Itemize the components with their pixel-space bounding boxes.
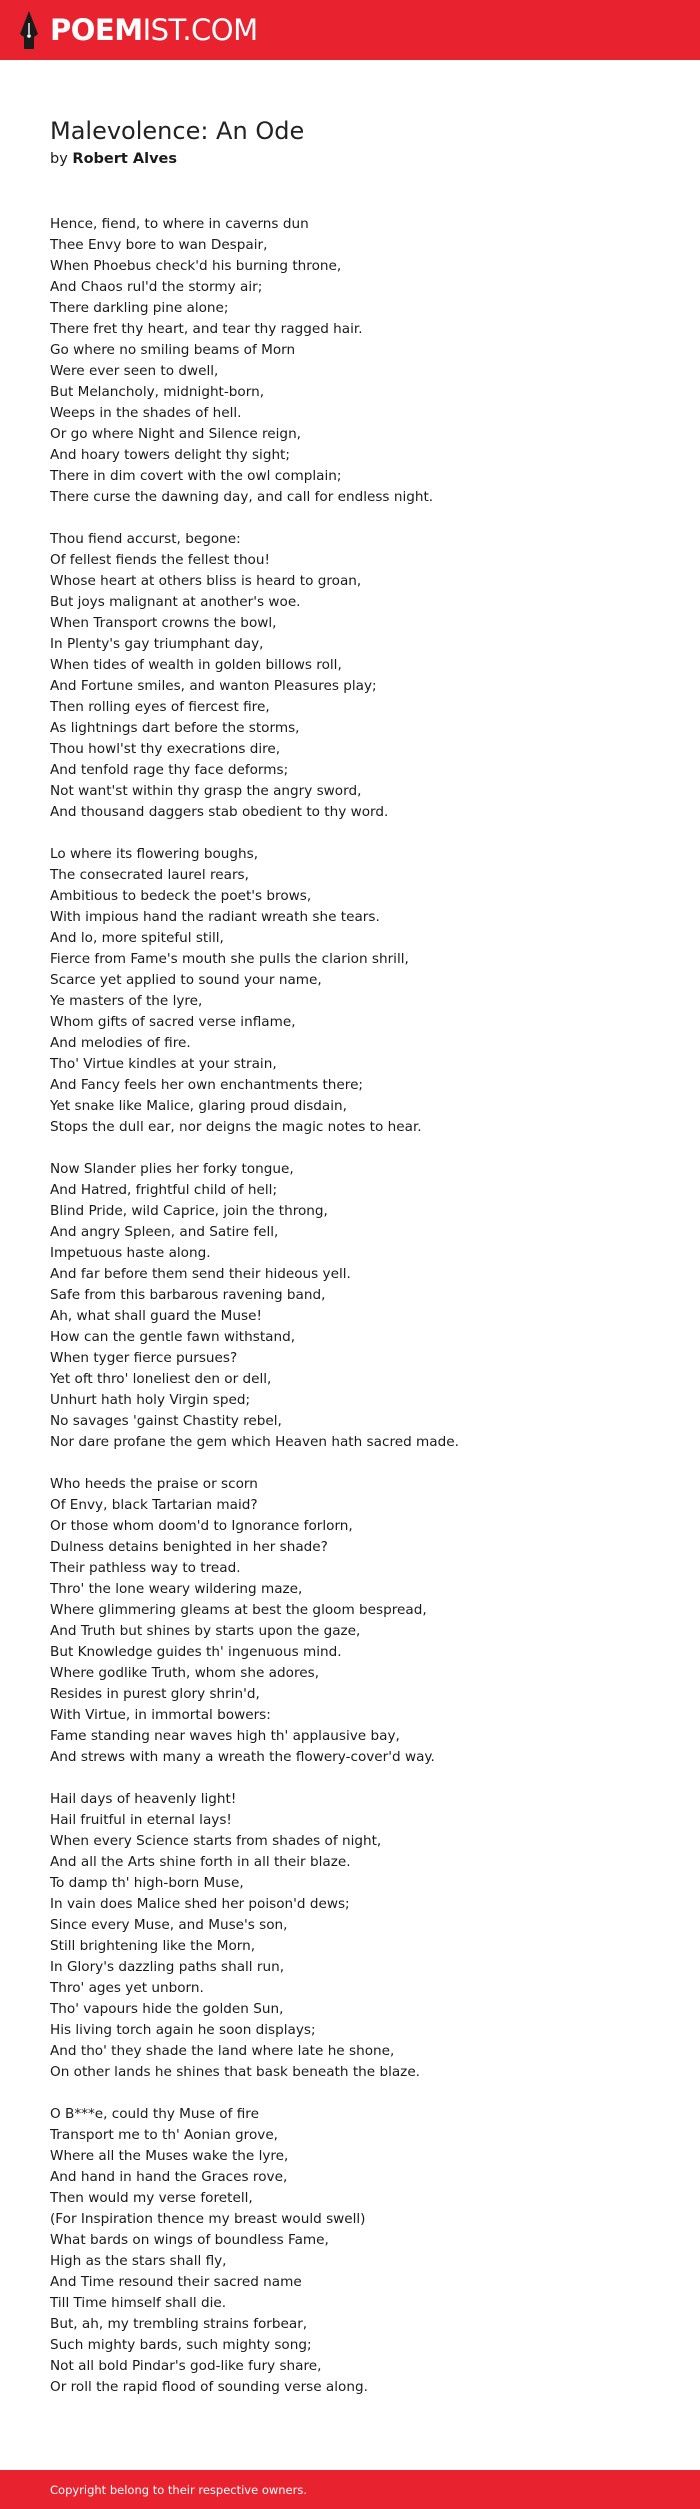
poem-line: There darkling pine alone;	[50, 300, 229, 316]
poem-line: What bards on wings of boundless Fame,	[50, 2232, 329, 2248]
poem-line: His living torch again he soon displays;	[50, 2022, 316, 2038]
poem-line: Thro' the lone weary wildering maze,	[50, 1581, 303, 1597]
poem-line: Lo where its flowering boughs,	[50, 846, 259, 862]
poem-line: Transport me to th' Aonian grove,	[50, 2127, 279, 2143]
poem-line: Ye masters of the lyre,	[50, 993, 203, 1009]
poem-line: Thou fiend accurst, begone:	[50, 531, 241, 547]
poem-line: Impetuous haste along.	[50, 1245, 211, 1261]
poem-line: (For Inspiration thence my breast would swell)	[50, 2211, 366, 2227]
poem-line: To damp th' high-born Muse,	[50, 1875, 244, 1891]
poem-line: Ah, what shall guard the Muse!	[50, 1308, 262, 1324]
poem-stanza	[50, 1159, 650, 1453]
poem-line: Till Time himself shall die.	[50, 2295, 227, 2311]
poem-line: With Virtue, in immortal bowers:	[50, 1707, 271, 1723]
poem-line: Blind Pride, wild Caprice, join the throng,	[50, 1203, 328, 1219]
poem-line: Resides in purest glory shrin'd,	[50, 1686, 260, 1702]
poem-line: In Plenty's gay triumphant day,	[50, 636, 264, 652]
poem-line: Ambitious to bedeck the poet's brows,	[50, 888, 312, 904]
site-footer	[0, 2470, 700, 2509]
poem-line: The consecrated laurel rears,	[50, 867, 249, 883]
poem-line: Of fellest fiends the fellest thou!	[50, 552, 270, 568]
poem-line: When every Science starts from shades of night,	[50, 1833, 382, 1849]
poem-line: Tho' Virtue kindles at your strain,	[50, 1056, 277, 1072]
site-logo-text	[50, 12, 258, 47]
poem-line: Where glimmering gleams at best the gloom bespread,	[50, 1602, 427, 1618]
poem-author: Robert Alves	[72, 151, 177, 167]
poem-line: Hail days of heavenly light!	[50, 1791, 237, 1807]
poem-stanza	[50, 844, 650, 1138]
poem-line: Thro' ages yet unborn.	[50, 1980, 204, 1996]
poem-line: And tho' they shade the land where late he shone,	[50, 2043, 395, 2059]
poem-line: In Glory's dazzling paths shall run,	[50, 1959, 285, 1975]
poem-line: Weeps in the shades of hell.	[50, 405, 242, 421]
poem-title: Malevolence: An Ode	[50, 117, 305, 145]
poem-line: And Time resound their sacred name	[50, 2274, 302, 2290]
poem-line: Not all bold Pindar's god-like fury share,	[50, 2358, 322, 2374]
poem-line: No savages 'gainst Chastity rebel,	[50, 1413, 282, 1429]
poem-line: Yet snake like Malice, glaring proud disdain,	[50, 1098, 347, 1114]
poem-line: High as the stars shall fly,	[50, 2253, 227, 2269]
poem-line: Or roll the rapid flood of sounding verse along.	[50, 2379, 368, 2395]
poem-line: And thousand daggers stab obedient to thy word.	[50, 804, 389, 820]
poem-line: And far before them send their hideous yell.	[50, 1266, 351, 1282]
poem-line: There in dim covert with the owl complain;	[50, 468, 342, 484]
poem-body	[50, 214, 650, 2398]
poem-line: Thou howl'st thy execrations dire,	[50, 741, 281, 757]
site-logo-link[interactable]	[18, 10, 258, 50]
poem-line: Where godlike Truth, whom she adores,	[50, 1665, 320, 1681]
poem-line: Whose heart at others bliss is heard to groan,	[50, 573, 362, 589]
poem-stanza	[50, 1474, 650, 1768]
poem-line: Still brightening like the Morn,	[50, 1938, 256, 1954]
poem-line: And lo, more spiteful still,	[50, 930, 224, 946]
poem-line: When tides of wealth in golden billows roll,	[50, 657, 342, 673]
byline-prefix: by	[50, 151, 68, 167]
poem-line: But Knowledge guides th' ingenuous mind.	[50, 1644, 342, 1660]
poem-line: And hoary towers delight thy sight;	[50, 447, 290, 463]
poem-line: Such mighty bards, such mighty song;	[50, 2337, 312, 2353]
poem-line: When Phoebus check'd his burning throne,	[50, 258, 342, 274]
poem-line: Since every Muse, and Muse's son,	[50, 1917, 288, 1933]
poem-line: But joys malignant at another's woe.	[50, 594, 301, 610]
poem-stanza	[50, 1789, 650, 2083]
poem-line: On other lands he shines that bask beneath the blaze.	[50, 2064, 420, 2080]
poem-line: Safe from this barbarous ravening band,	[50, 1287, 326, 1303]
poem-line: Not want'st within thy grasp the angry sword,	[50, 783, 362, 799]
poem-line: And tenfold rage thy face deforms;	[50, 762, 289, 778]
copyright-text: Copyright belong to their respective owners.	[50, 2482, 308, 2497]
poem-line: Then would my verse foretell,	[50, 2190, 253, 2206]
poem-line: Nor dare profane the gem which Heaven hath sacred made.	[50, 1434, 459, 1450]
poem-line: Unhurt hath holy Virgin sped;	[50, 1392, 251, 1408]
poem-line: And Hatred, frightful child of hell;	[50, 1182, 278, 1198]
poem-line: And strews with many a wreath the flowery-cover'd way.	[50, 1749, 435, 1765]
logo-light-part: IST.COM	[142, 12, 258, 47]
poem-line: Hence, fiend, to where in caverns dun	[50, 216, 309, 232]
poem-line: And Chaos rul'd the stormy air;	[50, 279, 263, 295]
poem-line: And melodies of fire.	[50, 1035, 191, 1051]
poem-line: Thee Envy bore to wan Despair,	[50, 237, 268, 253]
poem-line: How can the gentle fawn withstand,	[50, 1329, 296, 1345]
poem-line: Fame standing near waves high th' applausive bay,	[50, 1728, 400, 1744]
poem-line: Scarce yet applied to sound your name,	[50, 972, 322, 988]
poem-line: Of Envy, black Tartarian maid?	[50, 1497, 258, 1513]
site-header	[0, 0, 700, 60]
poem-line: And Truth but shines by starts upon the gaze,	[50, 1623, 361, 1639]
poem-line: Were ever seen to dwell,	[50, 363, 219, 379]
poem-line: Their pathless way to tread.	[50, 1560, 241, 1576]
poem-line: There curse the dawning day, and call for endless night.	[50, 489, 434, 505]
poem-byline	[50, 149, 650, 169]
poem-line: Or go where Night and Silence reign,	[50, 426, 301, 442]
poem-line: And all the Arts shine forth in all their blaze.	[50, 1854, 351, 1870]
poem-line: Tho' vapours hide the golden Sun,	[50, 2001, 284, 2017]
poem-stanza	[50, 214, 650, 508]
poem-line: But, ah, my trembling strains forbear,	[50, 2316, 308, 2332]
poem-line: In vain does Malice shed her poison'd dews;	[50, 1896, 350, 1912]
poem-stanza	[50, 2104, 650, 2398]
poem-content	[0, 60, 700, 2398]
poem-line: As lightnings dart before the storms,	[50, 720, 300, 736]
poem-line: Hail fruitful in eternal lays!	[50, 1812, 232, 1828]
pen-nib-icon	[18, 10, 40, 50]
poem-line: Where all the Muses wake the lyre,	[50, 2148, 289, 2164]
poem-line: When Transport crowns the bowl,	[50, 615, 277, 631]
poem-line: When tyger fierce pursues?	[50, 1350, 238, 1366]
poem-line: Fierce from Fame's mouth she pulls the clarion shrill,	[50, 951, 409, 967]
poem-line: O B***e, could thy Muse of fire	[50, 2106, 259, 2122]
poem-line: Who heeds the praise or scorn	[50, 1476, 258, 1492]
poem-line: And angry Spleen, and Satire fell,	[50, 1224, 279, 1240]
logo-bold-part: POEM	[50, 12, 143, 47]
poem-line: And Fortune smiles, and wanton Pleasures play;	[50, 678, 377, 694]
poem-line: Stops the dull ear, nor deigns the magic notes to hear.	[50, 1119, 422, 1135]
poem-line: Yet oft thro' loneliest den or dell,	[50, 1371, 272, 1387]
poem-line: And Fancy feels her own enchantments there;	[50, 1077, 364, 1093]
poem-line: Dulness detains benighted in her shade?	[50, 1539, 328, 1555]
poem-line: Then rolling eyes of fiercest fire,	[50, 699, 270, 715]
poem-stanza	[50, 529, 650, 823]
poem-line: And hand in hand the Graces rove,	[50, 2169, 288, 2185]
poem-line: Or those whom doom'd to Ignorance forlorn,	[50, 1518, 353, 1534]
poem-line: There fret thy heart, and tear thy ragged hair.	[50, 321, 363, 337]
poem-line: With impious hand the radiant wreath she tears.	[50, 909, 380, 925]
poem-line: Whom gifts of sacred verse inflame,	[50, 1014, 296, 1030]
poem-line: Go where no smiling beams of Morn	[50, 342, 296, 358]
poem-line: Now Slander plies her forky tongue,	[50, 1161, 294, 1177]
poem-line: But Melancholy, midnight-born,	[50, 384, 265, 400]
